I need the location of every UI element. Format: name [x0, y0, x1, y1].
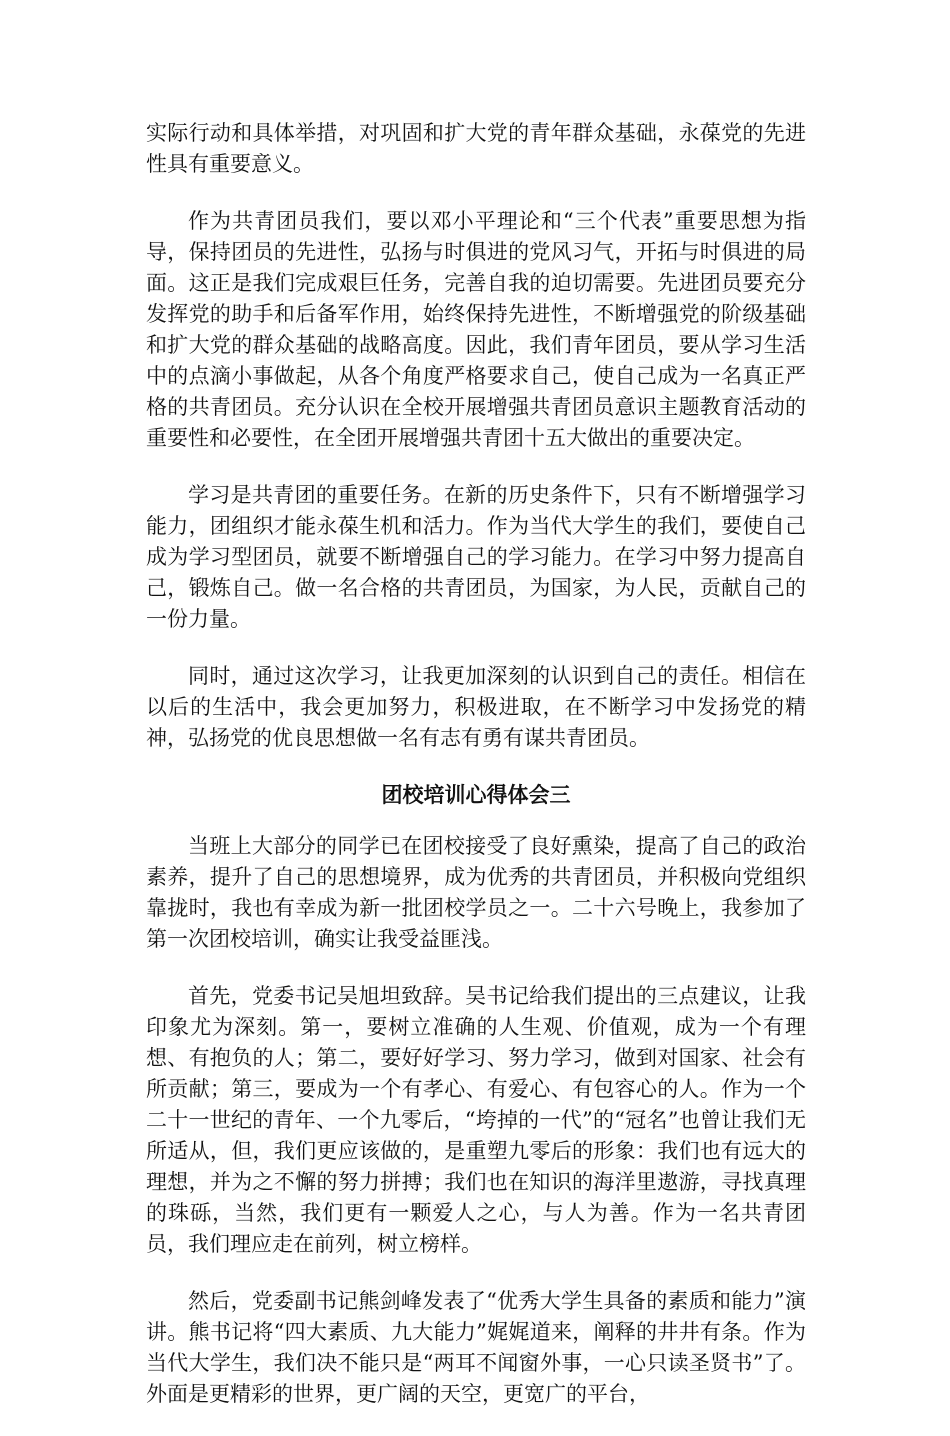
- paragraph: 作为共青团员我们，要以邓小平理论和“三个代表”重要思想为指导，保持团员的先进性，弘扬与时俱进的党风习气，开拓与时俱进的局面。这正是我们完成艰巨任务，完善自我的迫切需要。先进团员要充分发挥党的助手和后备军作用，始终保持先进性，不断增强党的阶级基础和扩大党的群众基础的战略高度。因此，我们青年团员，要从学习生活中的点滴小事做起，从各个角度严格要求自己，使自己成为一名真正严格的共青团员。充分认识在全校开展增强共青团员意识主题教育活动的重要性和必要性，在全团开展增强共青团十五大做出的重要决定。: [146, 209, 806, 450]
- paragraph: 首先，党委书记吴旭坦致辞。吴书记给我们提出的三点建议，让我印象尤为深刻。第一，要树立准确的人生观、价值观，成为一个有理想、有抱负的人；第二，要好好学习、努力学习，做到对国家、社会有所贡献；第三，要成为一个有孝心、有爱心、有包容心的人。作为一个二十一世纪的青年、一个九零后，“垮掉的一代”的“冠名”也曾让我们无所适从，但，我们更应该做的，是重塑九零后的形象：我们也有远大的理想，并为之不懈的努力拼搏；我们也在知识的海洋里遨游，寻找真理的珠砾，当然，我们更有一颗爱人之心，与人为善。作为一名共青团员，我们理应走在前列，树立榜样。: [146, 984, 806, 1256]
- paragraph: 同时，通过这次学习，让我更加深刻的认识到自己的责任。相信在以后的生活中，我会更加努力，积极进取，在不断学习中发扬党的精神，弘扬党的优良思想做一名有志有勇有谋共青团员。: [146, 664, 806, 750]
- paragraph-continued: 实际行动和具体举措，对巩固和扩大党的青年群众基础，永葆党的先进性具有重要意义。: [146, 121, 806, 176]
- document-page: [146, 118, 806, 1436]
- paragraph: 当班上大部分的同学已在团校接受了良好熏染，提高了自己的政治素养，提升了自己的思想境界，成为优秀的共青团员，并积极向党组织靠拢时，我也有幸成为新一批团校学员之一。二十六号晚上，我参加了第一次团校培训，确实让我受益匪浅。: [146, 834, 806, 951]
- paragraph: 然后，党委副书记熊剑峰发表了“优秀大学生具备的素质和能力”演讲。熊书记将“四大素质、九大能力”娓娓道来，阐释的井井有条。作为当代大学生，我们决不能只是“两耳不闻窗外事，一心只读圣贤书”了。外面是更精彩的世界，更广阔的天空，更宽广的平台，: [146, 1289, 806, 1406]
- paragraph: 学习是共青团的重要任务。在新的历史条件下，只有不断增强学习能力，团组织才能永葆生机和活力。作为当代大学生的我们，要使自己成为学习型团员，就要不断增强自己的学习能力。在学习中努力提高自己，锻炼自己。做一名合格的共青团员，为国家，为人民，贡献自己的一份力量。: [146, 483, 806, 631]
- section-title: 团校培训心得体会三: [381, 783, 571, 807]
